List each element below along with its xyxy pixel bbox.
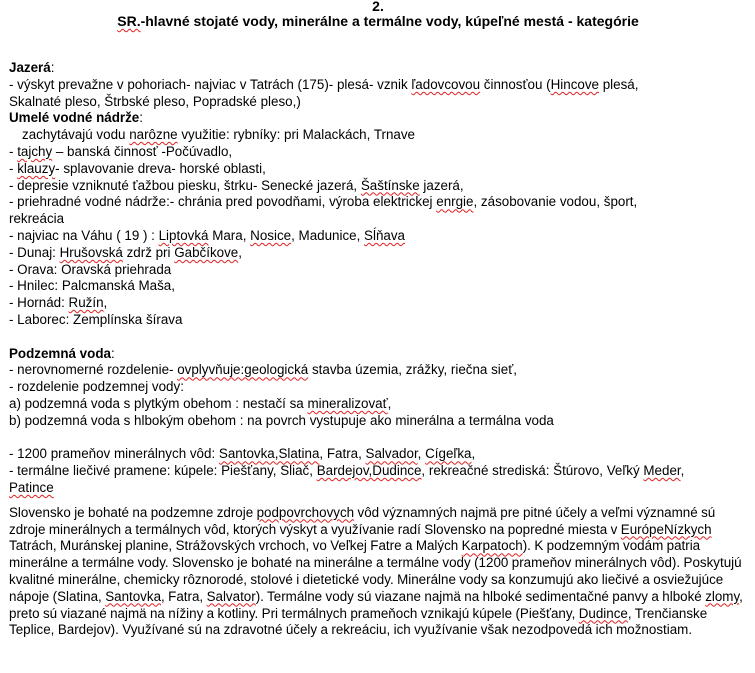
spellcheck-word: enrgie [436, 194, 474, 210]
list-item: - Orava: Oravská priehrada [9, 261, 172, 277]
text-run: zachytávajú vodu [22, 127, 130, 143]
page-number: 2. [372, 0, 384, 12]
text-run: stavba územia, zrážky, riečna sieť, [308, 362, 517, 378]
text-run: - [9, 160, 18, 176]
spellcheck-word: Salvador [365, 446, 418, 462]
spellcheck-word: Hincove [550, 76, 599, 92]
list-item [9, 228, 753, 245]
text-run: , [103, 295, 108, 311]
spellcheck-word: Salvator [206, 588, 256, 604]
spellcheck-word: Karpatoch [461, 538, 523, 554]
text-run: - 1200 prameňov minerálnych vôd: [9, 446, 219, 462]
text-run: využitie: rybníky: pri Malackách, Trnave [177, 127, 416, 143]
body-paragraph [9, 505, 753, 639]
heading-colon: : [110, 345, 115, 361]
text-run: , Fatra, [161, 588, 207, 604]
text-run: - splavovanie dreva- horské oblasti, [55, 160, 266, 176]
list-item [9, 446, 753, 463]
text-line: Skalnaté pleso, Štrbské pleso, Popradské pleso,) [9, 93, 301, 109]
text-run: ). K podzemným vodám patria minerálne a termálne vody. Slovensko je bohaté na minerálne a termálne vody (1200 prameňov minerálnych vôd). Poskytujú kvalitné minerálne, chemicky rôznorodé, stolové i dietetické vody. Minerálne vody sa konzumujú ako liečivé a osviežujúce nápoje (Slatina, [9, 538, 742, 604]
text-run: , Madunice, [291, 227, 365, 243]
spellcheck-word: Šaštínske [360, 177, 420, 193]
section-heading-podzemna [9, 346, 753, 363]
text-run: a) podzemná voda s plytkým obehom : nestačí sa [9, 395, 308, 411]
text-run: , [387, 395, 392, 411]
title-spell-word: SR. [117, 13, 141, 29]
text-run: - nerovnomerné rozdelenie- [9, 362, 178, 378]
spellcheck-word: EurópeNízkych [620, 521, 712, 537]
text-run: - termálne liečivé pramene: kúpele: Piešťany, Sliač, [9, 463, 317, 479]
spellcheck-word: Cígeľka [425, 446, 472, 462]
list-item: - Hnilec: Palcmanská Maša, [9, 278, 175, 294]
spellcheck-word: Liptovká [158, 227, 209, 243]
list-item [9, 194, 753, 211]
text-line [9, 480, 753, 497]
text-run: - depresie vzniknuté ťažbou piesku, štrku- Senecké jazerá, [9, 177, 361, 193]
text-run: , Trenčianske Teplice, Bardejov). Využívané sú na zdravotné účely a rekreáciu, ich využívanie však nezodpovedá ich možnostiam. [9, 605, 708, 638]
text-run: , zásobovanie vodou, šport, [473, 194, 638, 210]
text-run: zdrž pri [122, 244, 175, 260]
list-item [9, 463, 753, 480]
spellcheck-word: Patince [9, 479, 54, 495]
text-run: jazerá, [419, 177, 464, 193]
text-line [9, 127, 753, 144]
list-item: b) podzemná voda s hlbokým obehom : na povrch vystupuje ako minerálna a termálna voda [9, 412, 554, 428]
text-run: , [471, 446, 476, 462]
spellcheck-word: Gabčíkove [174, 244, 239, 260]
text-run: , preto sú viazané najmä na nížiny a kotliny. Pri termálnych prameňoch vznikajú kúpele (Piešťany, [9, 588, 743, 621]
document-page [9, 0, 753, 639]
text-run: plesá, [599, 76, 639, 92]
heading-colon: : [139, 110, 143, 126]
text-run: - výskyt prevažne v pohoriach- najviac v Tatrách (175)- plesá- vznik [9, 76, 412, 92]
heading-text: Podzemná voda [9, 345, 111, 361]
text-run: ). Termálne vody sú viazane najmä na hlboké sedimentačné panvy a hlboké [255, 588, 706, 604]
text-run: Slovensko je bohaté na podzemne zdroje [9, 504, 257, 520]
spellcheck-word: tajchy [17, 143, 53, 159]
list-item [9, 396, 753, 413]
text-run: - [9, 143, 18, 159]
text-line [9, 77, 753, 94]
spellcheck-word: Santovka [105, 588, 162, 604]
heading-colon: : [50, 60, 55, 75]
heading-text: Umelé vodné nádrže [9, 110, 140, 126]
spellcheck-word: zlomy [705, 588, 740, 604]
section-heading-jazera [9, 60, 753, 77]
title-text: -hlavné stojaté vody, minerálne a termálne vody, kúpeľné mestá - kategórie [140, 13, 639, 29]
text-run: Mara, [208, 227, 251, 243]
text-run: Tatrách, Muránskej planine, Strážovských vrchoch, vo Veľkej Fatre a Malých [9, 538, 462, 554]
spellcheck-word: ovplyvňuje:geologická [177, 362, 309, 378]
spellcheck-word: mineralizovať [307, 395, 388, 411]
list-item: - Laborec: Zemplínska šírava [9, 311, 183, 327]
list-item [9, 245, 753, 262]
spellcheck-word: Dudince [578, 605, 628, 621]
text-run: - Dunaj: [9, 244, 60, 260]
spellcheck-word: klauzy [17, 160, 56, 176]
heading-text: Jazerá [9, 60, 51, 75]
text-run: , [417, 446, 426, 462]
spellcheck-word: Meder [643, 463, 681, 479]
text-run: – banská činnosť -Počúvadlo, [52, 143, 233, 159]
spellcheck-word: Bardejov,Dudince [316, 463, 422, 479]
text-run: , [680, 463, 685, 479]
text-run: - priehradné vodné nádrže:- chránia pred povodňami, výroba elektrickej [9, 194, 437, 210]
text-run: činnosťou ( [480, 76, 551, 92]
list-item [9, 362, 753, 379]
page-title [3, 13, 753, 30]
text-run: vôd významných najmä pre pitné účely a veľmi významné sú zdroje minerálnych a termálnych vôd, ktorých výskyt a využívanie radí Slovensko na popredné miesta v [9, 504, 716, 537]
text-run: , Fatra, [319, 446, 366, 462]
text-line: rekreácia [9, 211, 65, 227]
text-run: , rekreačné strediská: Štúrovo, Veľký [421, 463, 644, 479]
list-item: - rozdelenie podzemnej vody: [9, 379, 184, 395]
list-item [9, 178, 753, 195]
list-item [9, 144, 753, 161]
spellcheck-word: narôzne [129, 127, 178, 143]
spellcheck-word: Hrušovská [59, 244, 123, 260]
spellcheck-word: Ružín [68, 295, 104, 311]
list-item [9, 161, 753, 178]
spellcheck-word: Nosice [250, 227, 292, 243]
section-heading-umele [9, 110, 753, 127]
text-run: - Hornád: [9, 295, 69, 311]
spellcheck-word: Santovka,Slatina [218, 446, 320, 462]
list-item [9, 295, 753, 312]
text-run: , [238, 244, 242, 260]
text-run: - najviac na Váhu ( 19 ) : [9, 227, 159, 243]
spellcheck-word: Sĺňava [364, 227, 405, 243]
spellcheck-word: podpovrchovych [256, 504, 355, 520]
spellcheck-word: ľadovcovou [411, 76, 481, 92]
